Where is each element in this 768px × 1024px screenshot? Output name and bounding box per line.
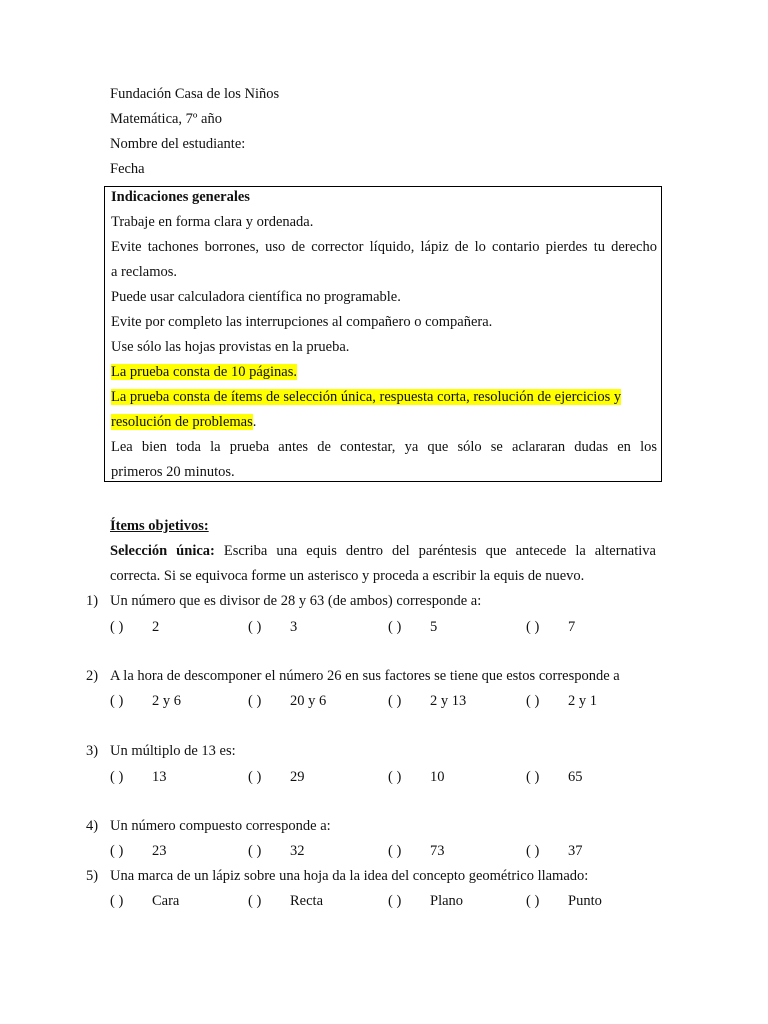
- instruction-item: Puede usar calculadora científica no programable.: [111, 289, 401, 305]
- answer-option[interactable]: ( ) 29: [248, 769, 305, 785]
- question-number: 1): [86, 593, 99, 609]
- question-number: 3): [86, 743, 99, 759]
- answer-option[interactable]: ( ) 65: [526, 769, 583, 785]
- instruction-item-highlighted: La prueba consta de ítems de selección única, respuesta corta, resolución de ejercicios y: [111, 389, 622, 405]
- question-number: 2): [86, 668, 99, 684]
- instructions-title: Indicaciones generales: [111, 189, 250, 205]
- answer-option[interactable]: ( ) 3: [248, 619, 298, 635]
- instruction-item-highlighted: La prueba consta de 10 páginas.: [111, 364, 298, 380]
- instruction-item-highlighted: resolución de problemas.: [111, 414, 257, 430]
- answer-option[interactable]: ( ) 23: [110, 843, 167, 859]
- student-name-label: Nombre del estudiante:: [110, 136, 246, 152]
- answer-option[interactable]: ( ) 13: [110, 769, 167, 785]
- section-instruction-cont: correcta. Si se equivoca forme un asterisco y proceda a escribir la equis de nuevo.: [110, 568, 585, 584]
- instruction-item: primeros 20 minutos.: [111, 464, 235, 480]
- answer-option[interactable]: ( ) Punto: [526, 893, 602, 909]
- question-text: Un número compuesto corresponde a:: [110, 818, 331, 834]
- instruction-item: a reclamos.: [111, 264, 178, 280]
- answer-option[interactable]: ( ) 2 y 13: [388, 693, 467, 709]
- instruction-item: Trabaje en forma clara y ordenada.: [111, 214, 314, 230]
- answer-option[interactable]: ( ) Plano: [388, 893, 464, 909]
- answer-option[interactable]: ( ) 2 y 1: [526, 693, 597, 709]
- question-text: Un número que es divisor de 28 y 63 (de ambos) corresponde a:: [110, 593, 482, 609]
- answer-option[interactable]: ( ) 37: [526, 843, 583, 859]
- question-number: 5): [86, 868, 99, 884]
- instructions-box: [104, 186, 662, 482]
- answer-option[interactable]: ( ) 5: [388, 619, 438, 635]
- question-text: Un múltiplo de 13 es:: [110, 743, 236, 759]
- instruction-item: Lea bien toda la prueba antes de contestar, ya que sólo se aclararan dudas en los: [111, 439, 657, 455]
- answer-option[interactable]: ( ) 2: [110, 619, 160, 635]
- section-title: Ítems objetivos:: [110, 518, 209, 534]
- section-instruction: Selección única: Escriba una equis dentro del paréntesis que antecede la alternativa: [110, 543, 656, 559]
- question-number: 4): [86, 818, 99, 834]
- answer-option[interactable]: ( ) 2 y 6: [110, 693, 181, 709]
- answer-option[interactable]: ( ) 32: [248, 843, 305, 859]
- answer-option[interactable]: ( ) 7: [526, 619, 576, 635]
- instruction-item: Evite tachones borrones, uso de corrector líquido, lápiz de lo contario pierdes tu derecho: [111, 239, 657, 255]
- answer-option[interactable]: ( ) 20 y 6: [248, 693, 327, 709]
- question-text: Una marca de un lápiz sobre una hoja da la idea del concepto geométrico llamado:: [110, 868, 589, 884]
- answer-option[interactable]: ( ) 10: [388, 769, 445, 785]
- date-label: Fecha: [110, 161, 145, 177]
- instruction-item: Use sólo las hojas provistas en la prueba.: [111, 339, 350, 355]
- answer-option[interactable]: ( ) 73: [388, 843, 445, 859]
- question-text: A la hora de descomponer el número 26 en sus factores se tiene que estos corresponde a: [110, 668, 620, 684]
- subject-line: Matemática, 7º año: [110, 111, 222, 127]
- answer-option[interactable]: ( ) Recta: [248, 893, 324, 909]
- school-name: Fundación Casa de los Niños: [110, 86, 280, 102]
- instruction-item: Evite por completo las interrupciones al compañero o compañera.: [111, 314, 493, 330]
- answer-option[interactable]: ( ) Cara: [110, 893, 180, 909]
